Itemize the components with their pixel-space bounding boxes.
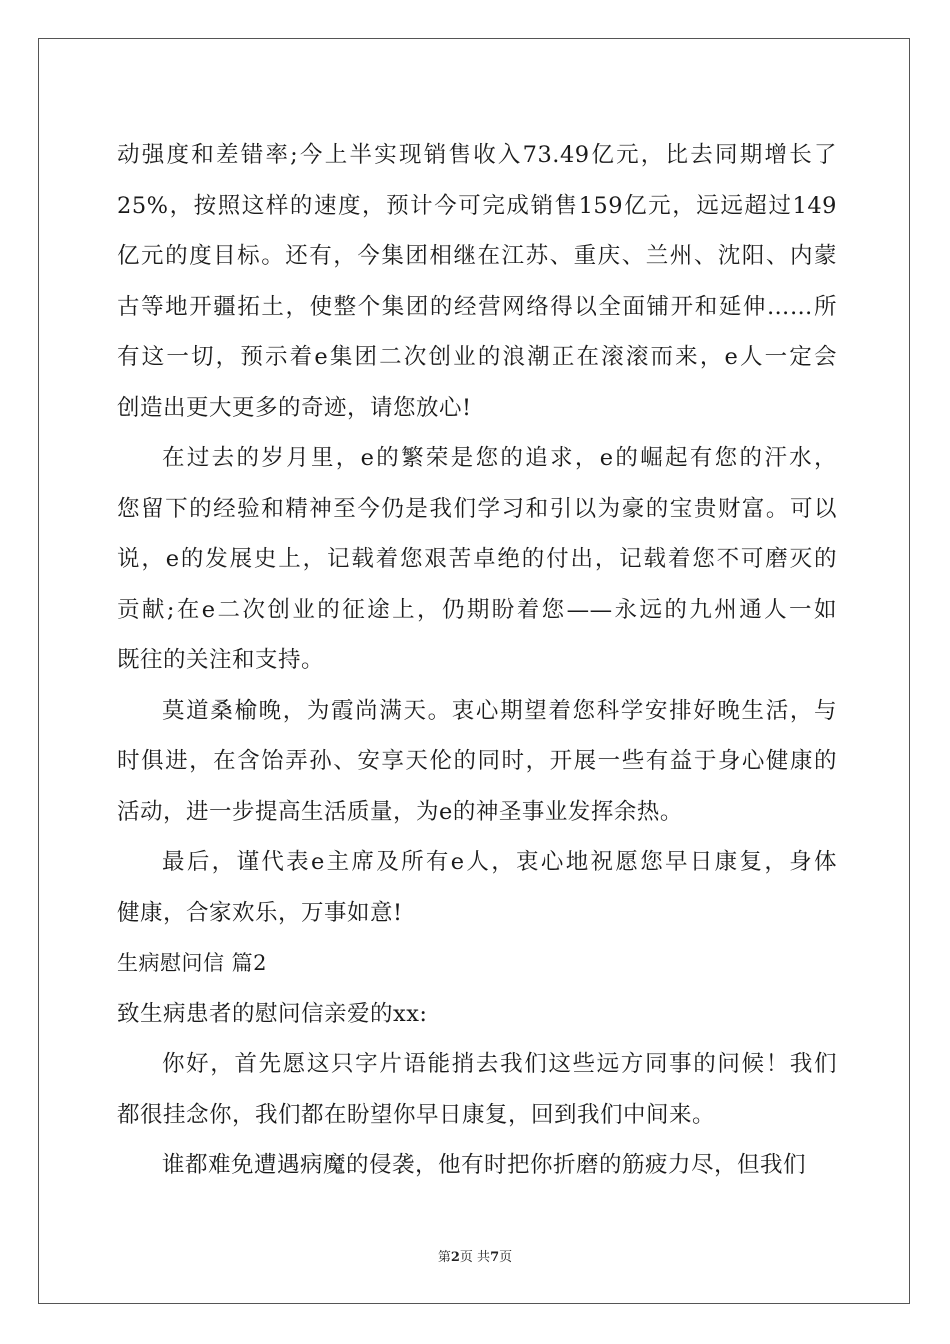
footer-prefix: 第 (437, 1250, 451, 1265)
text-line: 谁都难免遭遇病魔的侵袭，他有时把你折磨的筋疲力尽，但我们 (162, 1152, 807, 1178)
text-line: 都很挂念你，我们都在盼望你早日康复，回到我们中间来。 (117, 1101, 716, 1128)
text-line: 古等地开疆拓土，使整个集团的经营网络得以全面铺开和延伸……所 (117, 293, 837, 320)
text-line: 健康，合家欢乐，万事如意! (117, 899, 403, 926)
footer-mid: 页 共 (459, 1250, 491, 1265)
text-line: 生病慰问信 篇2 (117, 951, 268, 975)
text-line: 有这一切，预示着e集团二次创业的浪潮正在滚滚而来，e人一定会 (117, 344, 837, 370)
text-line: 最后，谨代表e主席及所有e人，衷心地祝愿您早日康复，身体 (162, 849, 837, 875)
text-line: 您留下的经验和精神至今仍是我们学习和引以为豪的宝贵财富。可以 (117, 495, 837, 522)
text-line: 亿元的度目标。还有，今集团相继在江苏、重庆、兰州、沈阳、内蒙 (117, 243, 837, 269)
footer-total-pages: 7 (490, 1250, 500, 1265)
document-body (117, 130, 837, 1191)
text-line: 动强度和差错率;今上半实现销售收入73.49亿元，比去同期增长了 (117, 142, 837, 168)
paragraph (117, 433, 837, 686)
text-line: 25%，按照这样的速度，预计今可完成销售159亿元，远远超过149 (117, 192, 837, 219)
text-line: 你好，首先愿这只字片语能捎去我们这些远方同事的问候！我们 (162, 1051, 837, 1077)
text-line: 莫道桑榆晚，为霞尚满天。衷心期望着您科学安排好晚生活，与 (162, 697, 837, 724)
paragraph (117, 1140, 837, 1191)
paragraph (117, 837, 837, 938)
text-line: 时俱进，在含饴弄孙、安享天伦的同时，开展一些有益于身心健康的 (117, 748, 837, 774)
text-line: 在过去的岁月里，e的繁荣是您的追求，e的崛起有您的汗水， (162, 445, 837, 471)
footer-suffix: 页 (499, 1250, 513, 1265)
text-line: 既往的关注和支持。 (117, 647, 325, 673)
paragraph (117, 130, 837, 433)
footer-page-number: 2 (450, 1250, 460, 1265)
text-line: 创造出更大更多的奇迹，请您放心! (117, 394, 472, 421)
paragraph (117, 989, 837, 1040)
text-line: 致生病患者的慰问信亲爱的xx: (117, 1000, 428, 1027)
page-footer (0, 1246, 950, 1265)
text-line: 说，e的发展史上，记载着您艰苦卓绝的付出，记载着您不可磨灭的 (117, 546, 837, 572)
paragraph (117, 686, 837, 838)
section-heading (117, 938, 837, 989)
text-line: 贡献;在e二次创业的征途上，仍期盼着您——永远的九州通人一如 (117, 596, 837, 623)
paragraph (117, 1039, 837, 1140)
text-line: 活动，进一步提高生活质量，为e的神圣事业发挥余热。 (117, 798, 683, 825)
